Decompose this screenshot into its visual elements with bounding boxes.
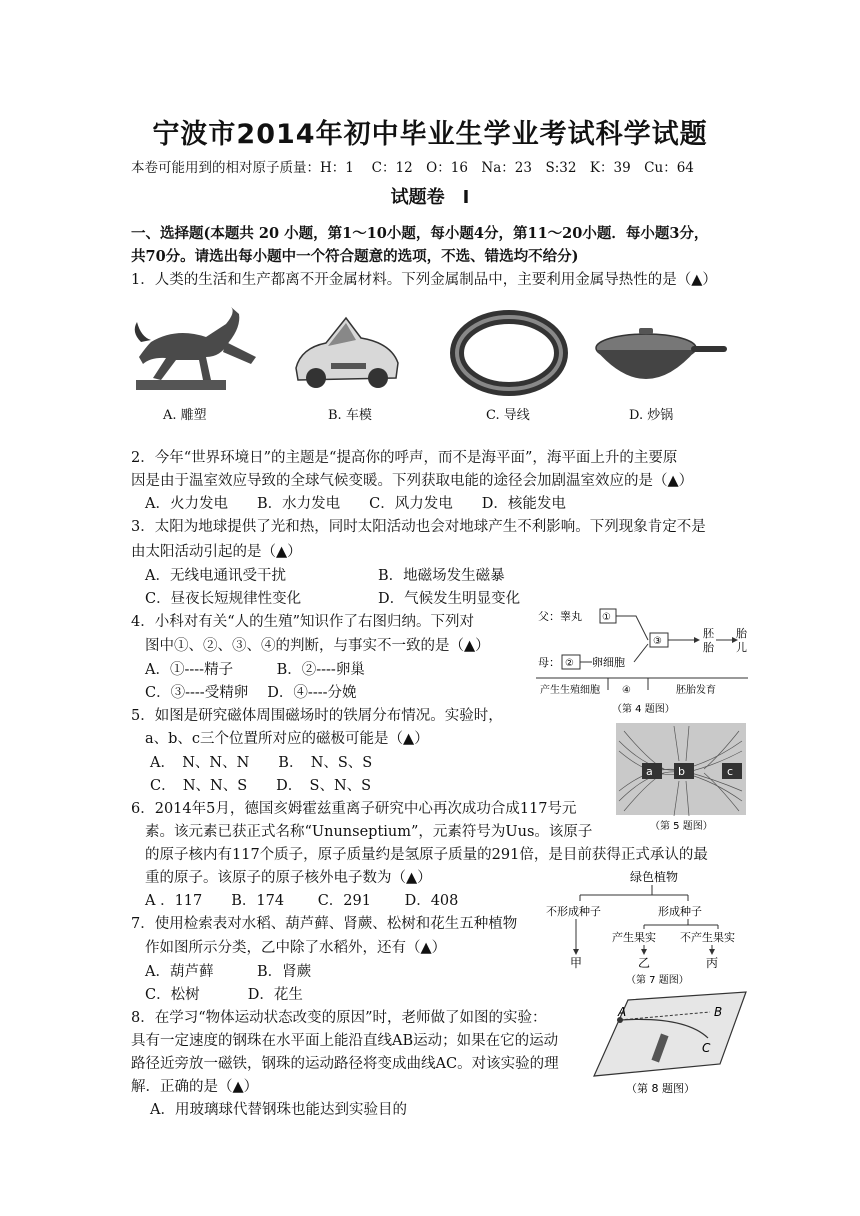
q7-no-fruit: 不产生果实 bbox=[680, 931, 735, 944]
q4-embryo-1: 胚 bbox=[703, 627, 714, 640]
q8-point-c: C bbox=[702, 1041, 711, 1055]
q4-egg-label: 卵细胞 bbox=[592, 656, 625, 669]
section-title: 试题卷 Ⅰ bbox=[390, 187, 470, 208]
q4-fetus-1: 胎 bbox=[736, 627, 747, 640]
q5-pole-b: b bbox=[678, 765, 685, 778]
q4-fetus-2: 儿 bbox=[736, 641, 747, 654]
q5-line-1: 5．如图是研究磁体周围磁场时的铁屑分布情况。实验时， bbox=[131, 708, 503, 724]
q3-line-2: 由太阳活动引起的是（▲） bbox=[131, 544, 302, 560]
q5-pole-c: c bbox=[727, 765, 734, 778]
q1-option-b: B. 车模 bbox=[328, 408, 372, 423]
q7-bing: 丙 bbox=[706, 956, 719, 970]
q8-steel-ball-figure bbox=[590, 990, 750, 1098]
q4-circle-1: ① bbox=[602, 612, 611, 623]
q7-line-1: 7．使用检索表对水稻、葫芦藓、肾蕨、松树和花生五种植物 bbox=[131, 916, 518, 932]
q8-line-2: 具有一定速度的钢珠在水平面上能沿直线AB运动；如果在它的运动 bbox=[131, 1033, 559, 1049]
q1-option-d: D. 炒锅 bbox=[629, 408, 674, 423]
q8-line-3: 路径近旁放一磁铁，钢珠的运动路径将变成曲线AC。对该实验的理 bbox=[131, 1056, 559, 1072]
q4-circle-3: ③ bbox=[653, 636, 662, 647]
q8-point-a: A bbox=[618, 1005, 627, 1019]
q1-option-c: C. 导线 bbox=[486, 408, 530, 423]
q2-options: A．火力发电 B．水力发电 C．风力发电 D．核能发电 bbox=[145, 496, 566, 512]
q7-fruit: 产生果实 bbox=[612, 931, 656, 944]
q4-label-development: 胚胎发育 bbox=[676, 685, 716, 696]
q7-yi: 乙 bbox=[638, 956, 651, 970]
q5-line-2: a、b、c三个位置所对应的磁极可能是（▲） bbox=[145, 731, 429, 747]
q4-options-cd: C．③----受精卵 D．④----分娩 bbox=[145, 685, 357, 701]
q8-figure-caption: （第 8 题图） bbox=[626, 1082, 695, 1095]
q5-options-cd: C． N、N、S D． S、N、S bbox=[150, 778, 372, 794]
q4-father-label: 父：睾丸 bbox=[538, 610, 582, 623]
wire-coil-image bbox=[449, 308, 569, 398]
q7-options-cd: C．松树 D．花生 bbox=[145, 987, 303, 1003]
q4-circle-2: ② bbox=[565, 658, 574, 669]
q5-figure-caption: （第 5 题图） bbox=[650, 821, 713, 832]
q5-options-ab: A． N、N、N B． N、S、S bbox=[150, 755, 373, 771]
q7-options-ab: A．葫芦藓 B．肾蕨 bbox=[145, 964, 312, 980]
q2-line-1: 2．今年“世界环境日”的主题是“提高你的呼声，而不是海平面”，海平面上升的主要原 bbox=[131, 450, 678, 466]
q6-line-2: 素。该元素已获正式名称“Ununseptium”，元素符号为Uus。该原子 bbox=[145, 824, 593, 840]
q4-reproduction-diagram bbox=[536, 604, 748, 718]
q4-line-1: 4．小科对有关“人的生殖”知识作了右图归纳。下列对 bbox=[131, 614, 475, 630]
q8-option-a: A．用玻璃球代替钢珠也能达到实验目的 bbox=[150, 1102, 407, 1118]
q1-figure-strip bbox=[131, 298, 729, 424]
q6-line-4: 重的原子。该原子的原子核外电子数为（▲） bbox=[145, 870, 432, 886]
q4-line-2: 图中①、②、③、④的判断，与事实不一致的是（▲） bbox=[145, 638, 490, 654]
q6-line-1: 6．2014年5月，德国亥姆霍兹重离子研究中心再次成功合成117号元 bbox=[131, 801, 577, 817]
page-title: 宁波市2014年初中毕业生学业考试科学试题 bbox=[152, 119, 708, 150]
wok-image bbox=[591, 318, 729, 398]
q7-seed: 形成种子 bbox=[658, 905, 702, 918]
q4-figure-caption: （第 4 题图） bbox=[612, 704, 675, 715]
q7-root: 绿色植物 bbox=[630, 870, 679, 884]
q7-plant-classification-diagram bbox=[540, 867, 748, 987]
horse-sculpture-image bbox=[131, 302, 271, 397]
q8-point-b: B bbox=[714, 1005, 723, 1019]
q7-line-2: 作如图所示分类，乙中除了水稻外，还有（▲） bbox=[145, 940, 447, 956]
q6-line-3: 的原子核内有117个质子，原子质量约是氢原子质量的291倍，是目前获得正式承认的最 bbox=[145, 847, 708, 863]
q5-iron-filings-figure bbox=[614, 721, 748, 835]
q5-pole-a: a bbox=[646, 765, 653, 778]
q4-label-4: ④ bbox=[622, 685, 631, 696]
atomic-masses: 本卷可能用到的相对原子质量：H：1 C：12 O：16 Na：23 S:32 K：39 Cu：64 bbox=[131, 160, 694, 176]
q8-line-4: 解．正确的是（▲） bbox=[131, 1079, 259, 1095]
q1-option-a: A. 雕塑 bbox=[163, 408, 207, 423]
q4-embryo-2: 胎 bbox=[703, 641, 714, 654]
q3-line-1: 3．太阳为地球提供了光和热，同时太阳活动也会对地球产生不利影响。下列现象肯定不是 bbox=[131, 519, 706, 535]
q6-options: A ．117 B．174 C．291 D．408 bbox=[145, 893, 459, 909]
q7-no-seed: 不形成种子 bbox=[546, 905, 601, 918]
q4-label-germ-cells: 产生生殖细胞 bbox=[540, 685, 600, 696]
q3-option-d: D．气候发生明显变化 bbox=[378, 591, 521, 607]
q4-mother-label: 母： bbox=[538, 656, 560, 669]
q8-line-1: 8．在学习“物体运动状态改变的原因”时，老师做了如图的实验： bbox=[131, 1010, 547, 1026]
instructions-line-1: 一、选择题(本题共 20 小题，第1～10小题，每小题4分，第11～20小题．每小题3分， bbox=[131, 225, 709, 242]
q7-figure-caption: （第 7 题图） bbox=[626, 975, 689, 986]
q7-jia: 甲 bbox=[570, 956, 583, 970]
q2-line-2: 因是由于温室效应导致的全球气候变暖。下列获取电能的途径会加剧温室效应的是（▲） bbox=[131, 473, 694, 489]
instructions-line-2: 共70分。请选出每小题中一个符合题意的选项，不选、错选均不给分) bbox=[131, 248, 579, 265]
q3-option-a: A．无线电通讯受干扰 bbox=[145, 568, 286, 584]
q4-options-ab: A．①----精子 B．②----卵巢 bbox=[145, 662, 365, 678]
q3-option-c: C．昼夜长短规律性变化 bbox=[145, 591, 302, 607]
q1-stem: 1．人类的生活和生产都离不开金属材料。下列金属制品中，主要利用金属导热性的是（▲） bbox=[131, 272, 717, 288]
q3-option-b: B．地磁场发生磁暴 bbox=[378, 568, 505, 584]
model-car-image bbox=[286, 308, 406, 398]
